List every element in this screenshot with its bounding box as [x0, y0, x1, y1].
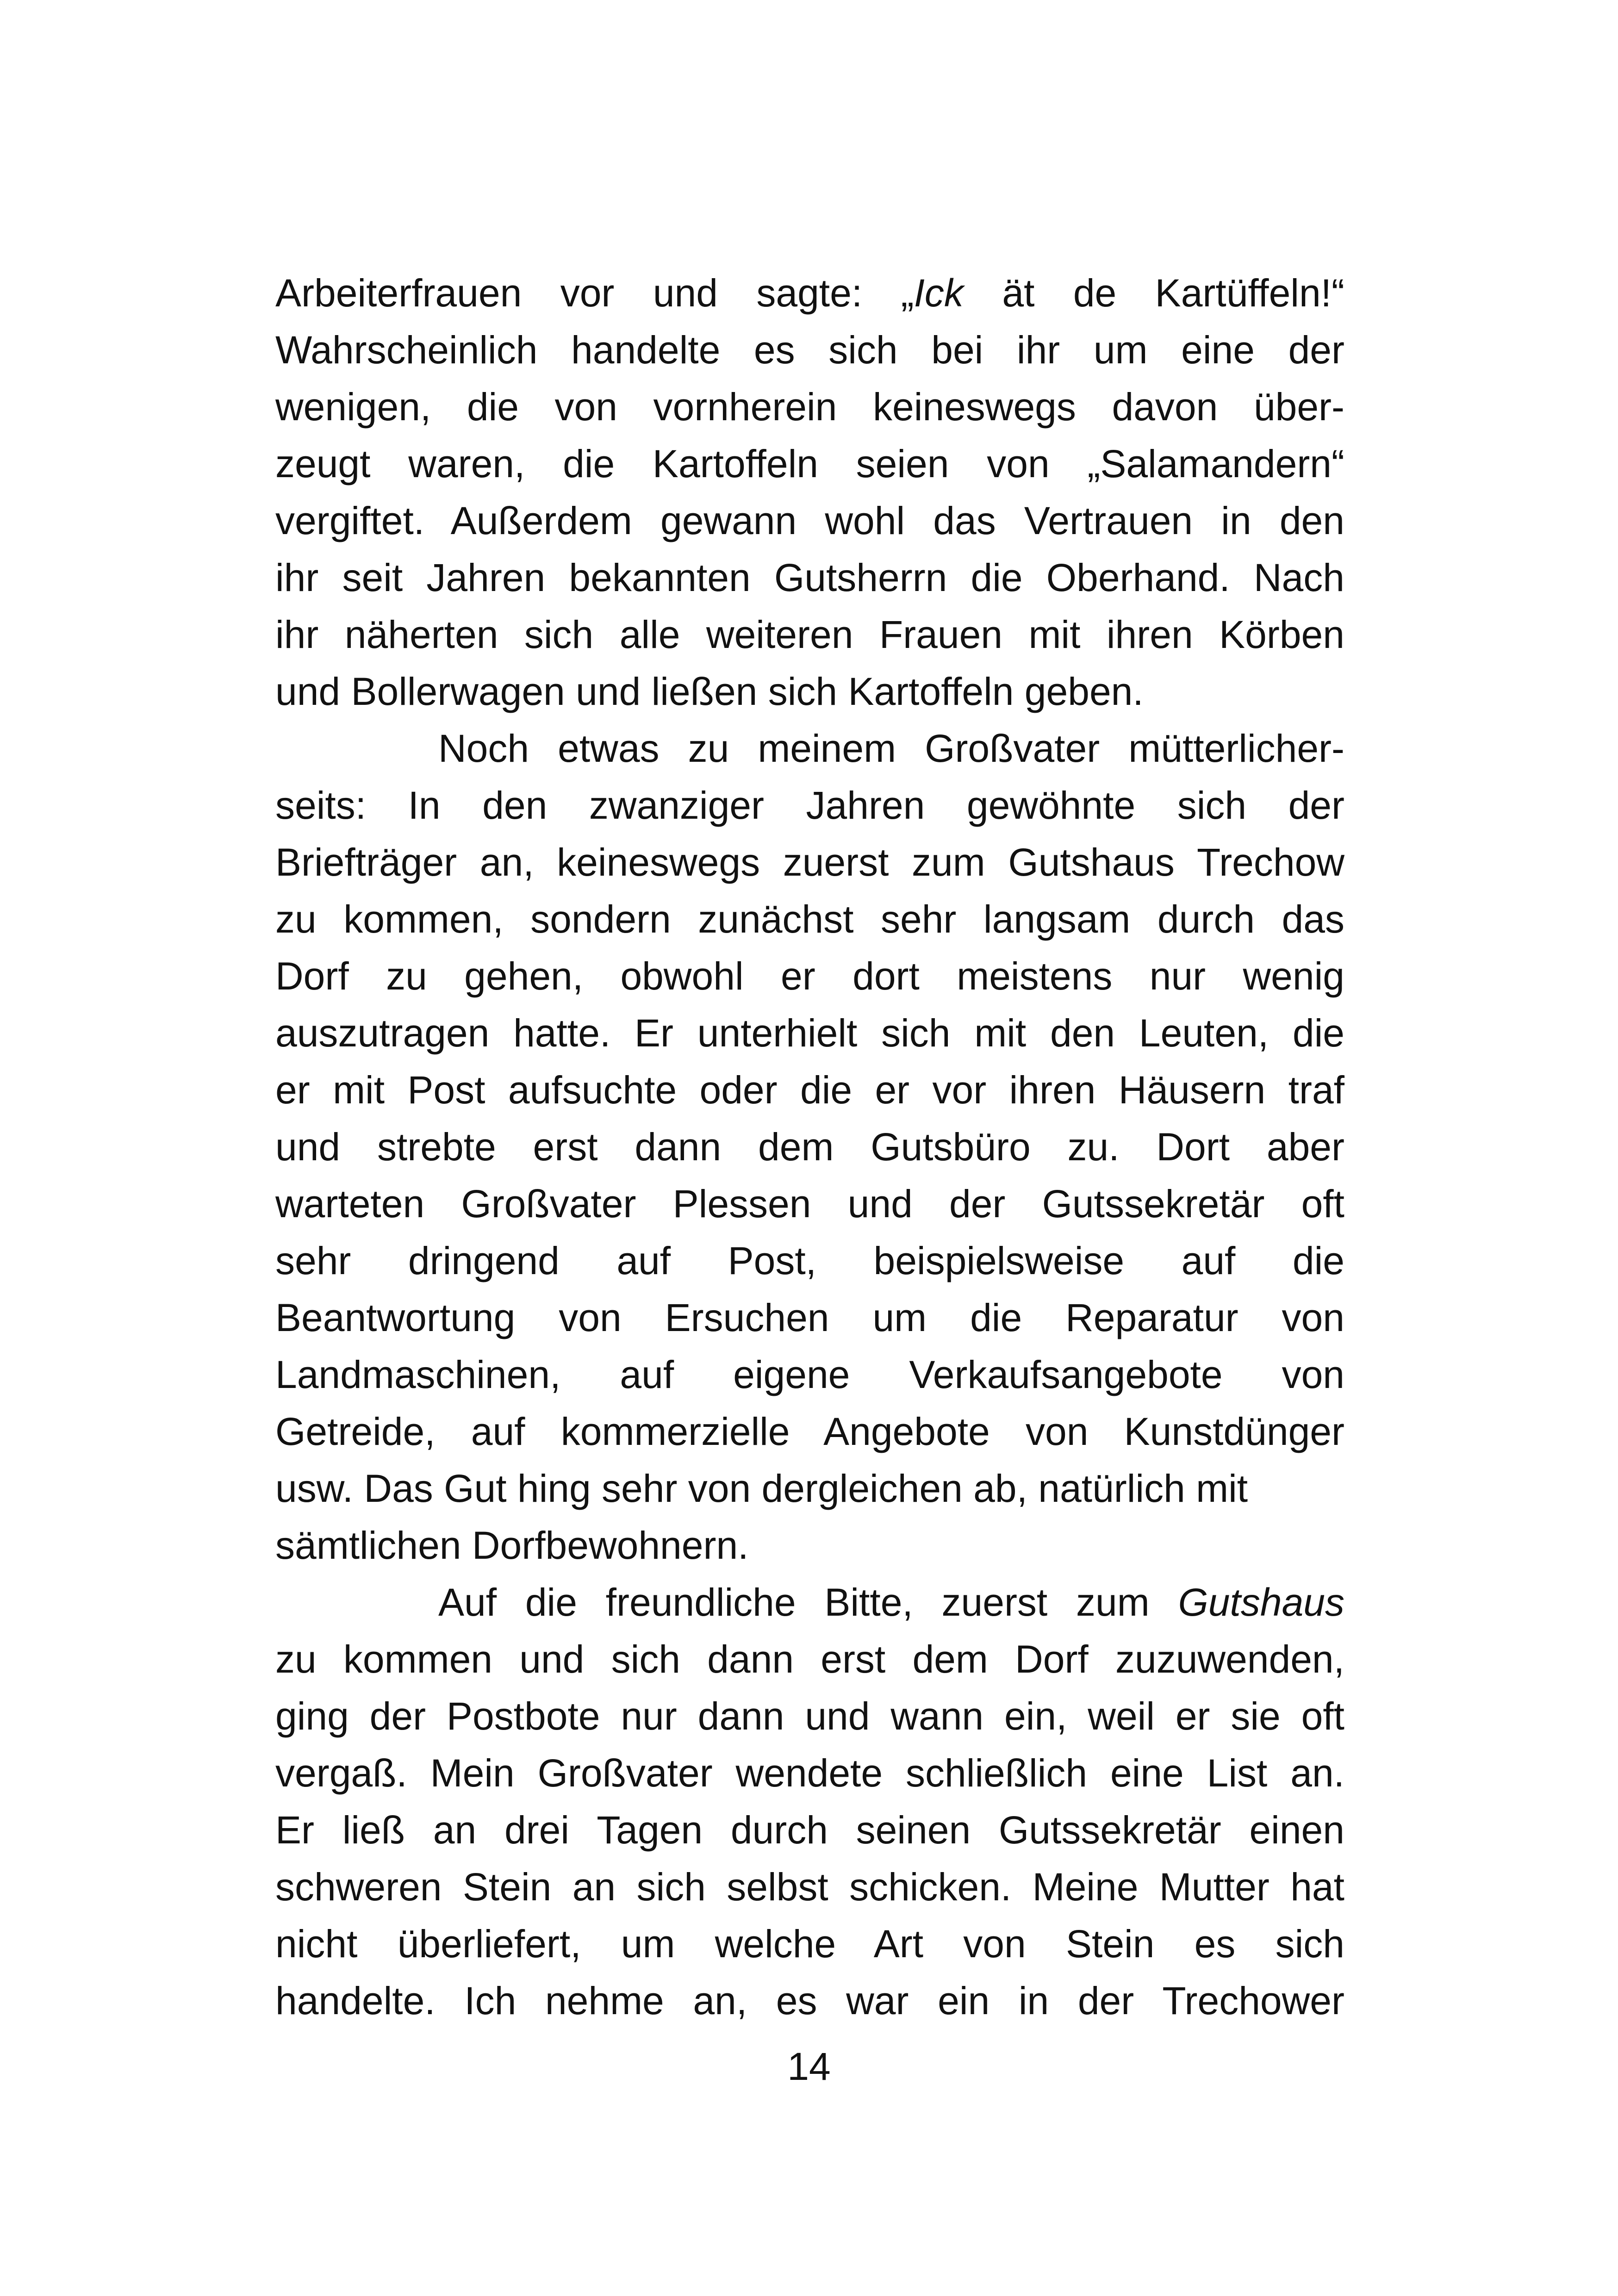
text-run: ihr näherten sich alle weiteren Frauen mit ihren Körben	[275, 613, 1344, 656]
text-run: Landmaschinen, auf eigene Verkaufsangebote von	[275, 1353, 1344, 1396]
text-run: Getreide, auf kommerzielle Angebote von Kunstdünger	[275, 1410, 1344, 1453]
text-line	[275, 1176, 1344, 1232]
text-run: vergaß. Mein Großvater wendete schließlich eine List an.	[275, 1751, 1344, 1795]
text-line	[275, 1460, 1344, 1517]
text-run: warteten Großvater Plessen und der Gutssekretär oft	[275, 1182, 1344, 1226]
text-run: ät de Kartüffeln!“	[963, 271, 1344, 315]
text-run: Auf die freundliche Bitte, zuerst zum	[438, 1580, 1178, 1624]
text-line	[275, 1005, 1344, 1062]
text-run: Dorf zu gehen, obwohl er dort meistens nur wenig	[275, 954, 1344, 998]
text-run: nicht überliefert, um welche Art von Stein es sich	[275, 1922, 1344, 1966]
text-line	[275, 834, 1344, 891]
text-line	[275, 1972, 1344, 2029]
text-run: ihr seit Jahren bekannten Gutsherrn die Oberhand. Nach	[275, 556, 1344, 599]
text-line	[275, 1062, 1344, 1119]
text-line	[275, 1119, 1344, 1176]
text-run: schweren Stein an sich selbst schicken. Meine Mutter hat	[275, 1865, 1344, 1909]
text-run: vergiftet. Außerdem gewann wohl das Vertrauen in den	[275, 499, 1344, 542]
text-run: handelte. Ich nehme an, es war ein in der Trechower	[275, 1979, 1344, 2022]
text-run: sehr dringend auf Post, beispielsweise auf die	[275, 1239, 1344, 1282]
text-line	[275, 891, 1344, 948]
text-run: auszutragen hatte. Er unterhielt sich mit den Leuten, die	[275, 1011, 1344, 1055]
text-line	[275, 1745, 1344, 1802]
text-line	[275, 1517, 1344, 1574]
text-run: zu kommen und sich dann erst dem Dorf zuzuwenden,	[275, 1637, 1344, 1681]
text-run: zeugt waren, die Kartoffeln seien von „Salamandern“	[275, 442, 1344, 485]
text-line	[275, 1802, 1344, 1859]
text-run: Briefträger an, keineswegs zuerst zum Gutshaus Trechow	[275, 840, 1344, 884]
text-line	[275, 549, 1344, 606]
text-run: und Bollerwagen und ließen sich Kartoffeln geben.	[275, 670, 1144, 713]
text-line	[275, 777, 1344, 834]
text-line	[275, 436, 1344, 492]
text-line	[275, 663, 1344, 720]
italic-text-run: Gutshaus	[1178, 1580, 1344, 1624]
text-run: sämtlichen Dorfbewohnern.	[275, 1524, 749, 1567]
text-run: und strebte erst dann dem Gutsbüro zu. Dort aber	[275, 1125, 1344, 1169]
text-line	[275, 606, 1344, 663]
text-line	[275, 265, 1344, 322]
text-run: Er ließ an drei Tagen durch seinen Gutssekretär einen	[275, 1808, 1344, 1852]
text-line	[275, 379, 1344, 436]
text-run: Noch etwas zu meinem Großvater mütterlicher-	[438, 727, 1344, 770]
text-run: Beantwortung von Ersuchen um die Reparatur von	[275, 1296, 1344, 1339]
text-line	[275, 1346, 1344, 1403]
text-run: wenigen, die von vornherein keineswegs davon über-	[275, 385, 1344, 429]
text-line	[275, 1859, 1344, 1916]
text-run: er mit Post aufsuchte oder die er vor ihren Häusern traf	[275, 1068, 1344, 1112]
text-run: Wahrscheinlich handelte es sich bei ihr um eine der	[275, 328, 1344, 372]
text-run: usw. Das Gut hing sehr von dergleichen ab, natürlich mit	[275, 1467, 1248, 1510]
text-line	[275, 322, 1344, 379]
text-line	[275, 1403, 1344, 1460]
text-run: zu kommen, sondern zunächst sehr langsam durch das	[275, 897, 1344, 941]
text-line	[275, 1916, 1344, 1972]
text-line	[275, 1289, 1344, 1346]
text-line	[275, 1574, 1344, 1631]
italic-text-run: Ick	[914, 271, 964, 315]
text-line	[275, 948, 1344, 1005]
text-run: Arbeiterfrauen vor und sagte: „	[275, 271, 914, 315]
text-line	[275, 720, 1344, 777]
text-run: seits: In den zwanziger Jahren gewöhnte sich der	[275, 784, 1344, 827]
text-line	[275, 1631, 1344, 1688]
page-number: 14	[787, 2045, 831, 2088]
text-run: ging der Postbote nur dann und wann ein, weil er sie oft	[275, 1694, 1344, 1738]
text-line	[275, 1232, 1344, 1289]
body-text	[275, 265, 1344, 2029]
text-line	[275, 1688, 1344, 1745]
text-line	[275, 492, 1344, 549]
